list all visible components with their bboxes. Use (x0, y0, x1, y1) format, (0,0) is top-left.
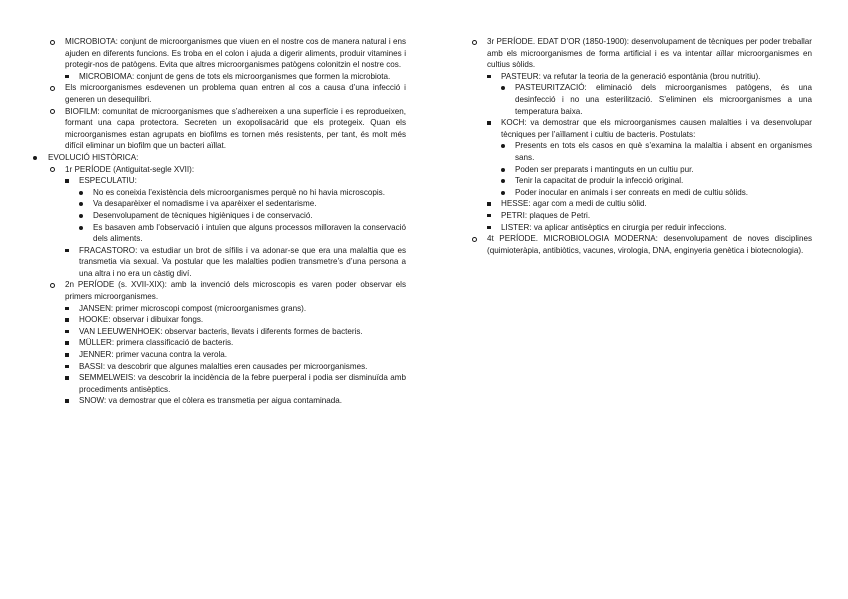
bullet-square-icon (65, 318, 69, 322)
bullet-dot-icon (79, 226, 83, 230)
bullet-square-icon (65, 75, 69, 79)
list-item (454, 233, 812, 256)
bullet-square-icon (65, 353, 69, 357)
list-item-text: KOCH: va demostrar que els microorganismes causen malalties i va desenvolupar tècniques per l’aïllament i cultiu de bacteris. Postulats: (501, 118, 812, 139)
list-item-text: Poder inocular en animals i ser conreats en medi de cultiu sòlids. (515, 187, 749, 197)
list-item-text: JANSEN: primer microscopi compost (microorganismes grans). (79, 303, 307, 313)
bullet-square-icon (65, 179, 69, 183)
bullet-square-icon (65, 307, 69, 311)
bullet-dot-icon (79, 214, 83, 218)
list-item (32, 303, 406, 315)
list-item-text: BIOFILM: comunitat de microorganismes que s’adhereixen a una superfície i es reprodueixen, formant una capa protectora. Secreten un exopolisacàrid que els protegeix. Quan els microorganismes estan agrupats en biofilms es tornen més resistents, per tant, és molt més difícil eliminar un biofilm que un bacteri aïllat. (65, 106, 406, 151)
bullet-dot-icon (79, 191, 83, 195)
list-item (32, 314, 406, 326)
list-item-text: ESPECULATIU: (79, 176, 137, 186)
list-item-text: Va desaparèixer el nomadisme i va aparèixer el sedentarisme. (93, 199, 317, 209)
list-item-text: Es basaven amb l’observació i intuïen que alguns processos milloraven la conservació dels aliments. (93, 222, 406, 244)
list-item (454, 117, 812, 140)
bullet-square-icon (65, 249, 69, 253)
list-item-text: HOOKE: observar i dibuixar fongs. (79, 315, 204, 325)
bullet-dot-icon (79, 202, 83, 206)
list-item (32, 395, 406, 407)
list-item (454, 140, 812, 163)
bullet-square-icon (487, 121, 491, 125)
list-item (454, 71, 812, 83)
list-item-text: FRACASTORO: va estudiar un brot de sífilis i va adonar-se que era una malaltia que es transmetia via sexual. Va postular que les malalties podien transmetre’s d’una persona a una altra i no era un càstig diví. (79, 245, 406, 278)
bullet-dot-icon (33, 156, 37, 160)
list-item-text: Desenvolupament de tècniques higièniques i de conservació. (93, 210, 313, 220)
list-item-text: Presents en tots els casos en què s’examina la malaltia i absent en organismes sans. (515, 141, 812, 162)
list-item (32, 187, 406, 199)
list-item (32, 210, 406, 222)
list-item (32, 82, 406, 105)
list-item-text: MICROBIOMA: conjunt de gens de tots els microorganismes que formen la microbiota. (79, 71, 391, 81)
list-item-text: PASTEURITZACIÓ: eliminació dels microorganismes patògens, és una desinfecció i no una esterilització. S’eliminen els microorganismes a una temperatura baixa. (515, 83, 812, 116)
bullet-square-icon (487, 202, 491, 206)
list-item-text: SNOW: va demostrar que el còlera es transmetia per aigua contaminada. (79, 396, 343, 406)
bullet-square-icon (65, 376, 69, 380)
bullet-dot-icon (501, 179, 505, 183)
list-item-text: SEMMELWEIS: va descobrir la incidència de la febre puerperal i podia ser disminuïda amb procediments antisèptics. (79, 373, 406, 394)
list-item (32, 279, 406, 302)
bullet-square-icon (65, 399, 69, 403)
list-item (32, 71, 406, 83)
list-item (32, 222, 406, 245)
list-item (32, 337, 406, 349)
list-item (454, 36, 812, 71)
bullet-ring-icon (50, 109, 55, 114)
bullet-ring-icon (472, 40, 477, 45)
list-item-text: MICROBIOTA: conjunt de microorganismes que viuen en el nostre cos de manera natural i ens ajuden en diferents funcions. Es troba en el colon i ajuda a digerir aliments, produir vitamines i protegir-nos de patògens. Evita que altres microorganismes patògens colonitzin el nostre cos. (65, 37, 406, 70)
bullet-ring-icon (50, 40, 55, 45)
bullet-square-icon (65, 341, 69, 345)
list-item-text: BASSI: va descobrir que algunes malalties eren causades per microorganismes. (79, 361, 368, 371)
bullet-square-icon (487, 214, 491, 218)
left-column (32, 36, 406, 407)
bullet-dot-icon (501, 191, 505, 195)
list-item-text: EVOLUCIÓ HISTÒRICA: (48, 152, 139, 162)
list-item-text: JENNER: primer vacuna contra la verola. (79, 350, 227, 360)
list-item-text: PETRI: plaques de Petri. (501, 210, 591, 220)
bullet-dot-icon (501, 144, 505, 148)
list-item-text: MÜLLER: primera classificació de bacteris. (79, 338, 234, 348)
list-item (454, 164, 812, 176)
bullet-ring-icon (50, 167, 55, 172)
list-item-text: Els microorganismes esdevenen un problema quan entren al cos a causa d’una infecció i generen un desequilibri. (65, 83, 406, 104)
bullet-square-icon (487, 75, 491, 79)
list-item (32, 361, 406, 373)
list-item-text: LISTER: va aplicar antisèptics en cirurgia per reduir infeccions. (501, 222, 727, 232)
list-item (32, 372, 406, 395)
list-item (32, 326, 406, 338)
list-item (454, 198, 812, 210)
list-item-text: PASTEUR: va refutar la teoria de la generació espontània (brou nutritiu). (501, 71, 761, 81)
list-item (454, 222, 812, 234)
list-item (454, 175, 812, 187)
list-item-text: No es coneixia l’existència dels microorganismes perquè no hi havia microscopis. (93, 187, 385, 197)
bullet-ring-icon (50, 283, 55, 288)
bullet-square-icon (487, 226, 491, 230)
list-item-text: 1r PERÍODE (Antiguitat-segle XVII): (65, 164, 195, 174)
list-item (454, 210, 812, 222)
list-item-text: 4t PERÍODE. MICROBIOLOGIA MODERNA: desenvolupament de noves disciplines (quimioteràpia, antibiòtics, vacunes, virologia, DNA, enginyeria genètica i biotecnologia). (487, 234, 812, 255)
right-column (454, 36, 812, 256)
list-item (32, 198, 406, 210)
list-item (32, 164, 406, 176)
list-item-text: 3r PERÍODE. EDAT D’OR (1850-1900): desenvolupament de tècniques per poder treballar amb els microorganismes de forma artificial i es va intentar aïllar microorganismes en cultius sòlids. (487, 37, 812, 70)
list-item (32, 175, 406, 187)
bullet-square-icon (65, 330, 69, 334)
list-item (454, 187, 812, 199)
list-item-text: VAN LEEUWENHOEK: observar bacteris, llevats i diferents formes de bacteris. (79, 326, 363, 336)
list-item-text: Poden ser preparats i mantinguts en un cultiu pur. (515, 164, 694, 174)
bullet-square-icon (65, 365, 69, 369)
bullet-dot-icon (501, 86, 505, 90)
bullet-dot-icon (501, 168, 505, 172)
list-item (32, 106, 406, 152)
list-item (32, 152, 406, 164)
bullet-ring-icon (472, 237, 477, 242)
list-item (32, 349, 406, 361)
bullet-ring-icon (50, 86, 55, 91)
list-item (32, 245, 406, 280)
list-item (32, 36, 406, 71)
list-item-text: HESSE: agar com a medi de cultiu sòlid. (501, 199, 647, 209)
list-item (454, 82, 812, 117)
list-item-text: Tenir la capacitat de produir la infecció original. (515, 176, 684, 186)
list-item-text: 2n PERÍODE (s. XVII-XIX): amb la invenció dels microscopis es varen poder observar els primers microorganismes. (65, 280, 406, 302)
